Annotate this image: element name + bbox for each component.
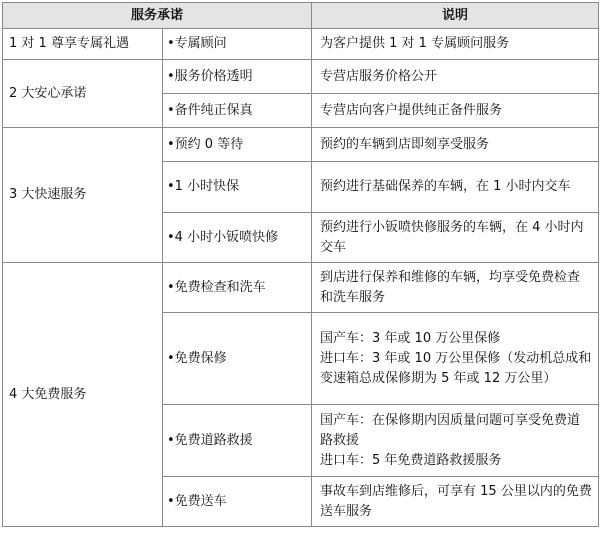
table-row — [3, 60, 599, 94]
item-description — [312, 128, 599, 162]
description-line: 国产车：3 年或 10 万公里保修 — [320, 330, 501, 346]
item-name: •免费送车 — [163, 477, 312, 527]
item-description — [312, 60, 599, 94]
description-line: 为客户提供 1 对 1 专属顾问服务 — [320, 36, 510, 51]
item-description — [312, 313, 599, 405]
header-description: 说明 — [312, 3, 599, 29]
item-name: •预约 0 等待 — [163, 128, 312, 162]
item-description — [312, 477, 599, 527]
table-row — [3, 263, 599, 313]
description-line: 进口车：3 年或 10 万公里保修（发动机总成和变速箱总成保修期为 5 年或 12 万公里） — [320, 350, 592, 386]
category-cell: 2 大安心承诺 — [3, 60, 163, 128]
description-line: 预约进行基础保养的车辆，在 1 小时内交车 — [320, 179, 571, 194]
description-line: 专营店向客户提供纯正备件服务 — [320, 102, 503, 118]
item-description — [312, 162, 599, 213]
table-header-row — [3, 3, 599, 29]
table-row — [3, 29, 599, 60]
item-description — [312, 263, 599, 313]
item-name: •服务价格透明 — [163, 60, 312, 94]
description-line: 专营店服务价格公开 — [320, 68, 438, 84]
item-name: •免费道路救援 — [163, 405, 312, 477]
item-name: •4 小时小钣喷快修 — [163, 213, 312, 263]
description-line: 预约的车辆到店即刻享受服务 — [320, 136, 490, 152]
category-cell: 4 大免费服务 — [3, 263, 163, 527]
item-description — [312, 405, 599, 477]
description-line: 国产车：在保修期内因质量问题可享受免费道路救援 — [320, 412, 581, 448]
description-line: 预约进行小钣喷快修服务的车辆，在 4 小时内交车 — [320, 219, 584, 255]
item-description — [312, 213, 599, 263]
header-service-commitment: 服务承诺 — [3, 3, 312, 29]
category-cell: 3 大快速服务 — [3, 128, 163, 263]
item-name: •备件纯正保真 — [163, 94, 312, 128]
description-line: 到店进行保养和维修的车辆，均享受免费检查和洗车服务 — [320, 269, 581, 305]
table-row — [3, 128, 599, 162]
item-name: •专属顾问 — [163, 29, 312, 60]
description-line: 进口车：5 年免费道路救援服务 — [320, 452, 502, 468]
item-description — [312, 29, 599, 60]
item-name: •免费保修 — [163, 313, 312, 405]
item-name: •1 小时快保 — [163, 162, 312, 213]
service-commitment-table — [2, 2, 599, 527]
description-line: 事故车到店维修后，可享有 15 公里以内的免费送车服务 — [320, 483, 592, 519]
item-name: •免费检查和洗车 — [163, 263, 312, 313]
category-cell: 1 对 1 尊享专属礼遇 — [3, 29, 163, 60]
item-description — [312, 94, 599, 128]
